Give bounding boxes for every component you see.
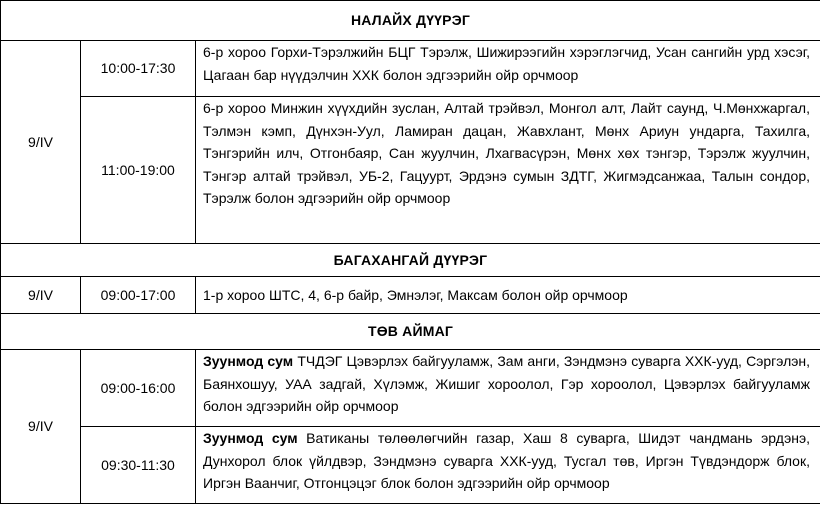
location-cell: [196, 350, 820, 427]
section-title: НАЛАЙХ ДҮҮРЭГ: [1, 1, 820, 41]
time-cell: 10:00-17:30: [81, 41, 196, 97]
location-cell: [196, 427, 820, 504]
time-cell: 11:00-19:00: [81, 97, 196, 244]
date-cell: 9/IV: [1, 41, 81, 244]
location-text: Ватиканы төлөөлөгчийн газар, Хаш 8 суварга, Шидэт чандмань эрдэнэ, Дунхорол блок үйлдвэр, Зэндмэнэ суварга ХХК-ууд, Тусгал төв, Иргэн Түвдэндорж блок, Иргэн Ваанчиг, Отгонцэцэг блок болон эдгээрийн ойр орчмоор: [203, 430, 811, 491]
location-cell: [196, 41, 820, 97]
location-text: 1-р хороо ШТС, 4, 6-р байр, Эмнэлэг, Максам болон ойр орчмоор: [203, 286, 628, 303]
time-cell: 09:30-11:30: [81, 427, 196, 504]
time-cell: 09:00-16:00: [81, 350, 196, 427]
table-row: [1, 427, 820, 504]
location-text: ТЧДЭГ Цэвэрлэх байгууламж, Зам анги, Зэндмэнэ суварга ХХК-ууд, Сэргэлэн, Баянхошуу, УАА задгай, Хүлэмж, Жишиг хороолол, Гэр хороолол, Цэвэрлэх байгууламж болон эдгээрийн ойр орчмоор: [203, 353, 811, 414]
section-header-row: [1, 314, 820, 350]
location-cell: [196, 97, 820, 244]
location-text: 6-р хороо Горхи-Тэрэлжийн БЦГ Тэрэлж, Шижирээгийн хэрэглэгчид, Усан сангийн урд хэсэг, Цагаан бар нүүдэлчин ХХК болон эдгээрийн ойр орчмоор: [203, 44, 810, 83]
table-row: [1, 277, 820, 314]
location-text: 6-р хороо Минжин хүүхдийн зуслан, Алтай трэйвэл, Монгол алт, Лайт саунд, Ч.Мөнхжаргал, Тэлмэн кэмп, Дүнхэн-Уул, Ламиран дацан, Жавхлант, Мөнх Ариун ундарга, Тахилга, Тэнгэрийн илч, Отгонбаяр, Сан жуулчин, Лхагвасүрэн, Мөнх хөх тэнгэр, Тэрэлж жуулчин, Тэнгэр алтай трэйвэл, УБ-2, Гацуурт, Эрдэнэ сумын ЗДТГ, Жигмэдсанжаа, Талын сондор, Тэрэлж болон эдгээрийн ойр орчмоор: [203, 100, 810, 206]
section-header-row: [1, 1, 820, 41]
location-cell: [196, 277, 820, 314]
table-row: [1, 41, 820, 97]
soum-name: Зуунмод сум: [203, 430, 298, 446]
date-cell: 9/IV: [1, 350, 81, 504]
soum-name: Зуунмод сум: [203, 353, 294, 369]
section-title: ТӨВ АЙМАГ: [1, 314, 820, 350]
table-row: [1, 350, 820, 427]
section-header-row: [1, 244, 820, 277]
section-title: БАГАХАНГАЙ ДҮҮРЭГ: [1, 244, 820, 277]
table-row: [1, 97, 820, 244]
date-cell: 9/IV: [1, 277, 81, 314]
time-cell: 09:00-17:00: [81, 277, 196, 314]
